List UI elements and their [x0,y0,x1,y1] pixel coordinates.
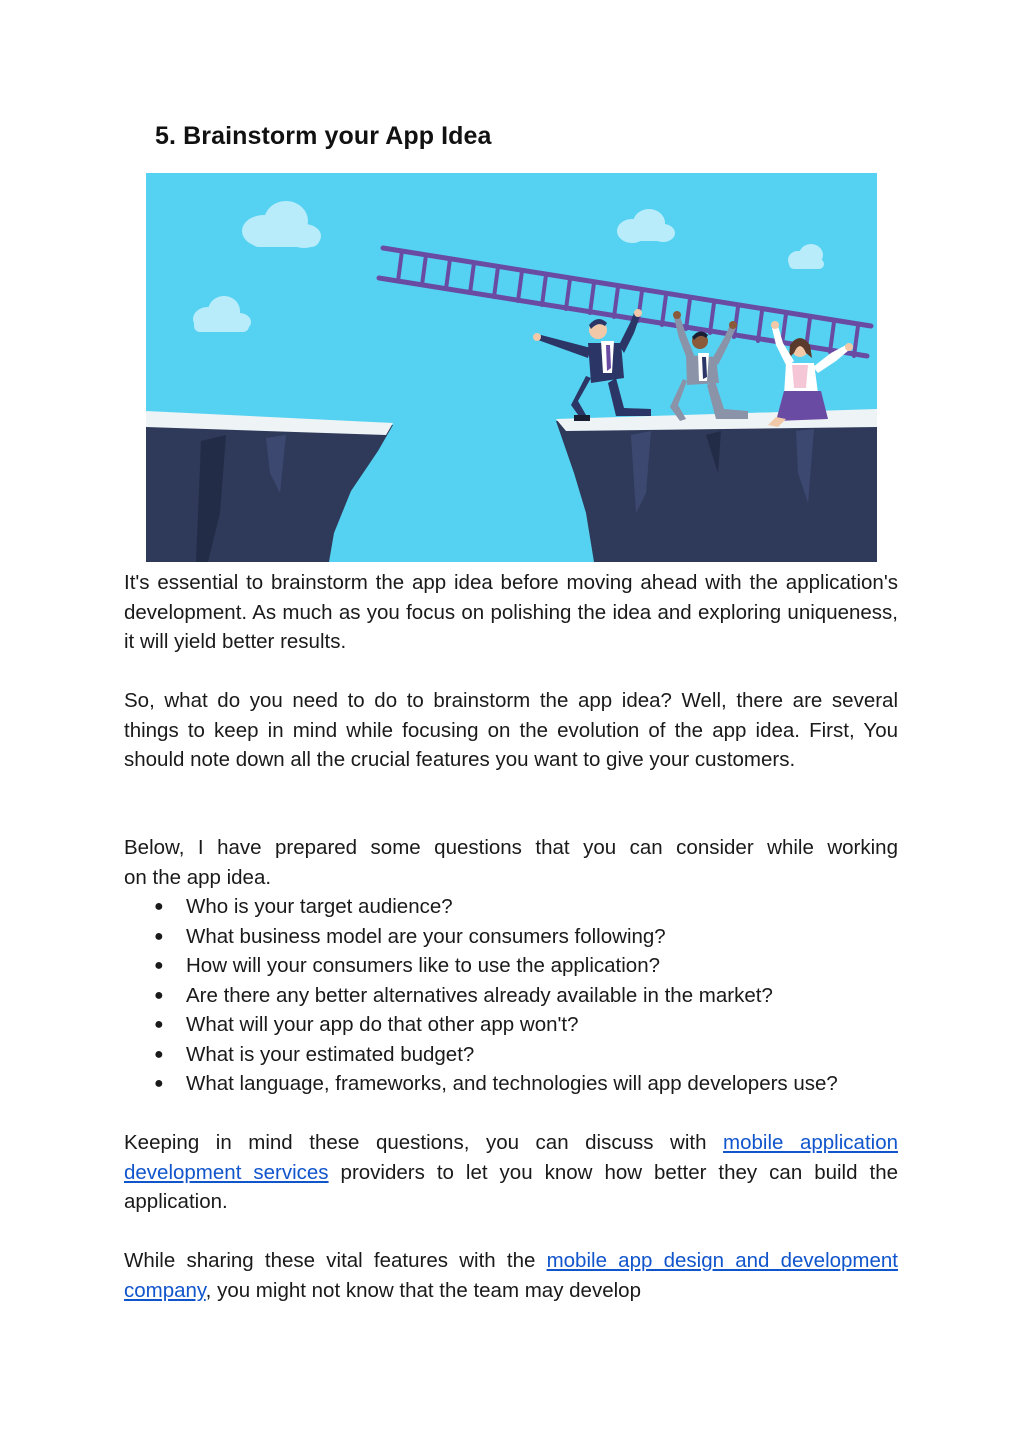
list-item [124,1010,898,1040]
question-paragraph: So, what do you need to do to brainstorm the app idea? Well, there are several things to keep in mind while focusing on the evolution of the app idea. First, You should note down all the crucial features you want to give your customers. [124,689,898,771]
list-item-text: Are there any better alternatives already available in the market? [186,983,773,1007]
services-text-before: Keeping in mind these questions, you can discuss with [124,1131,724,1154]
list-item-text: What language, frameworks, and technologies will app developers use? [186,1072,838,1095]
cliff-icon [556,409,877,562]
questions-intro-paragraph [124,833,898,892]
brainstorm-illustration [146,173,877,562]
list-item [124,981,898,1011]
questions-intro-line-2: on the app idea. [124,865,272,889]
bullet-icon: ● [154,1075,164,1092]
list-item [124,1069,898,1099]
list-item [124,892,898,922]
intro-paragraph: It's essential to brainstorm the app idea before moving ahead with the application's development. As much as you focus on polishing the idea and exploring uniqueness, it will yield better results. [124,571,898,653]
bullet-icon: ● [154,1016,164,1033]
company-text-after: , you might not know that the team may develop [205,1278,641,1302]
list-item-text: Who is your target audience? [186,895,453,918]
list-item-text: What business model are your consumers following? [186,924,666,948]
list-item [124,951,898,981]
company-text-before: While sharing these vital features with the [124,1249,547,1272]
list-item-text: How will your consumers like to use the application? [186,954,661,977]
list-item-text: What is your estimated budget? [186,1042,475,1066]
services-text-after: providers to let you know how better they can build the application. [124,1160,899,1213]
services-paragraph [124,1128,898,1217]
bullet-icon: ● [154,927,164,945]
bullet-icon: ● [154,1045,164,1063]
section-heading: 5. Brainstorm your App Idea [155,122,492,150]
bullet-icon: ● [154,957,164,974]
list-item [124,922,898,952]
bullet-icon: ● [154,898,164,915]
bullet-icon: ● [154,986,164,1004]
list-item-text: What will your app do that other app won't? [186,1013,579,1036]
company-paragraph [124,1246,898,1305]
mobile-application-development-services-link[interactable]: mobile application development services [124,1131,898,1184]
questions-intro-line-1: Below, I have prepared some questions that you can consider while working [124,836,898,859]
questions-list [124,892,898,1099]
list-item [124,1040,898,1070]
mobile-app-design-company-link[interactable]: mobile app design and development company [124,1249,898,1302]
